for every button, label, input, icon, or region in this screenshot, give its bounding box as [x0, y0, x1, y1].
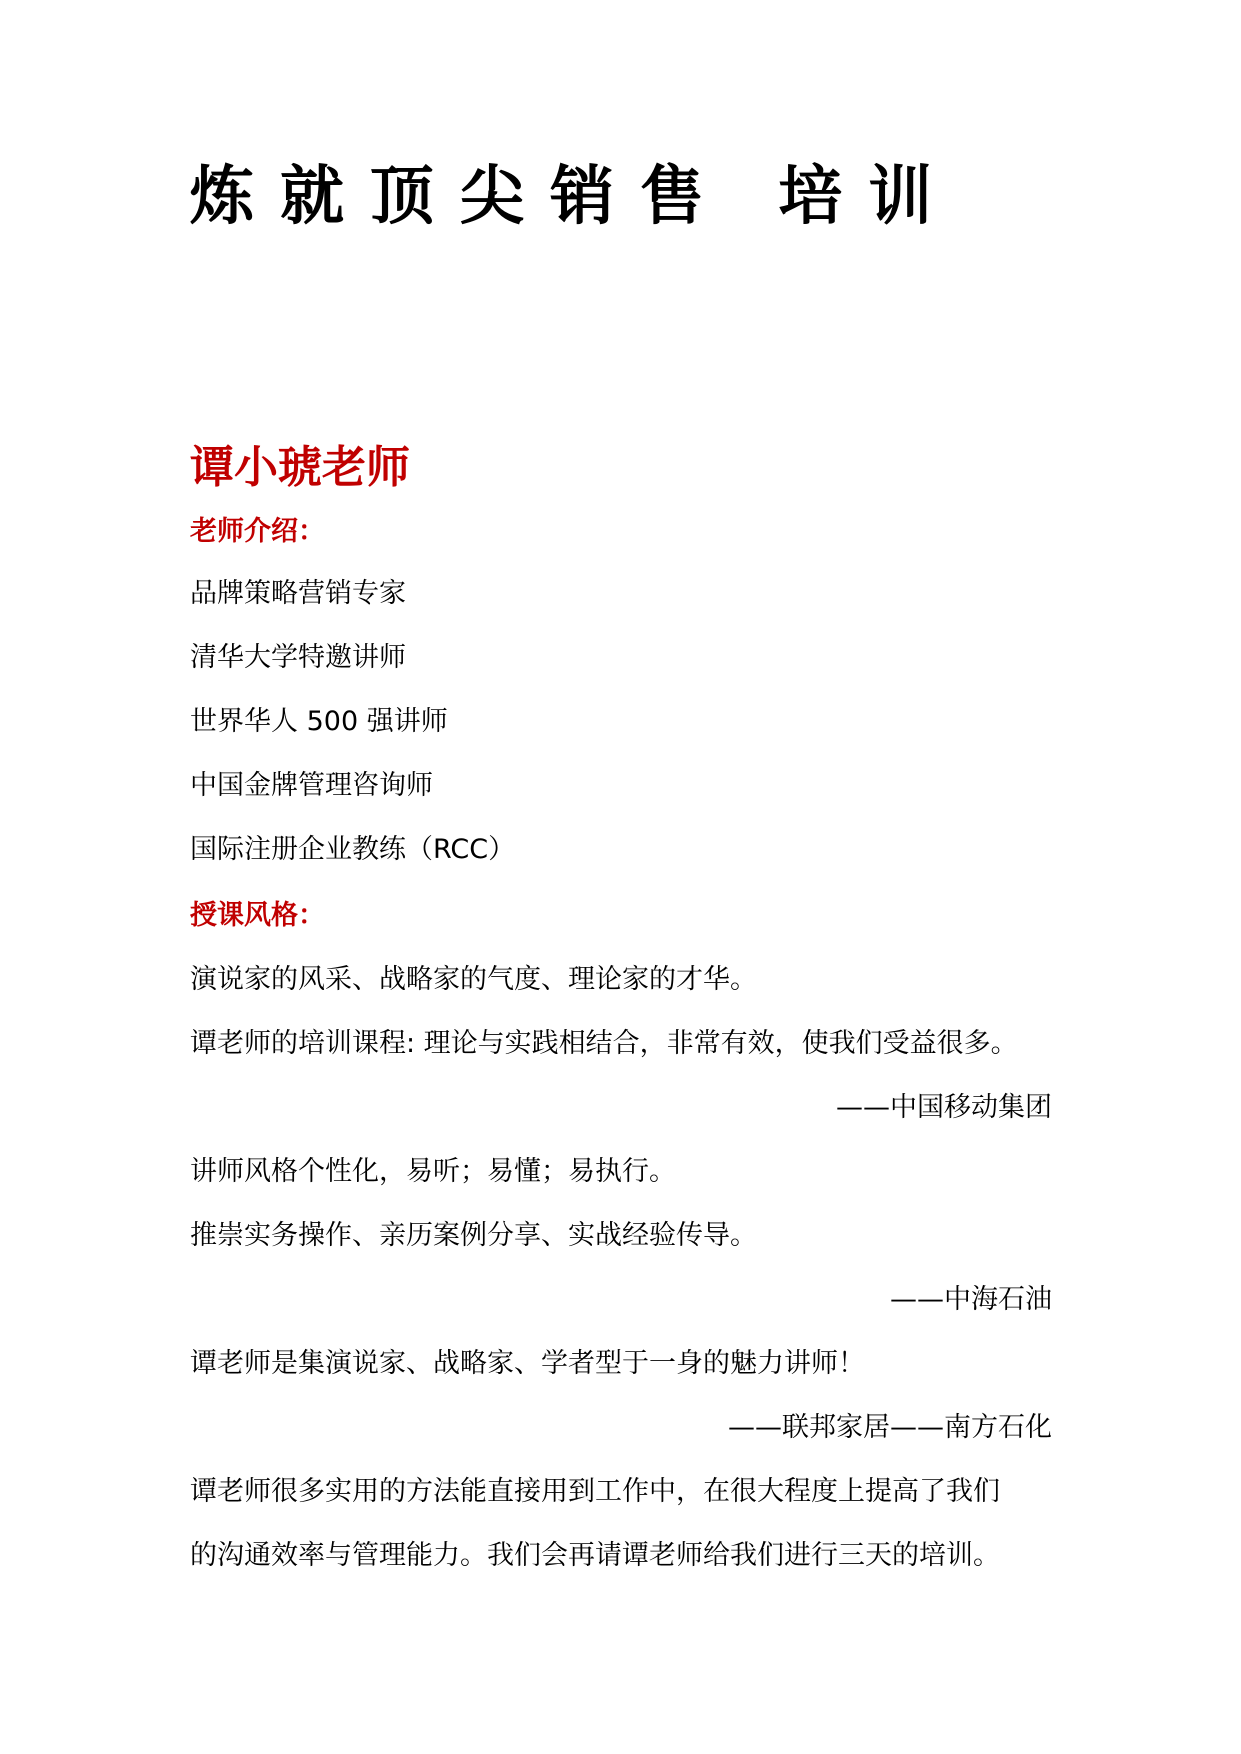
feedback-line: 谭老师很多实用的方法能直接用到工作中，在很大程度上提高了我们: [190, 1476, 1000, 1507]
intro-item: 中国金牌管理咨询师: [190, 770, 433, 801]
feedback-source: ——联邦家居——南方石化: [728, 1412, 1052, 1443]
intro-heading: 老师介绍：: [190, 516, 325, 547]
intro-item: 清华大学特邀讲师: [190, 642, 406, 673]
intro-item: 世界华人 500 强讲师: [190, 706, 448, 737]
document-title: 炼就顶尖销售 培训: [190, 159, 959, 234]
intro-item: 品牌策略营销专家: [190, 578, 406, 609]
style-heading: 授课风格：: [190, 900, 325, 931]
feedback-line: 推崇实务操作、亲历案例分享、实战经验传导。: [190, 1220, 757, 1251]
feedback-line: 谭老师的培训课程: 理论与实践相结合，非常有效，使我们受益很多。: [190, 1028, 1018, 1059]
style-line: 演说家的风采、战略家的气度、理论家的才华。: [190, 964, 757, 995]
feedback-line: 讲师风格个性化，易听；易懂；易执行。: [190, 1156, 676, 1187]
feedback-line: 的沟通效率与管理能力。我们会再请谭老师给我们进行三天的培训。: [190, 1540, 1000, 1571]
feedback-source: ——中国移动集团: [836, 1092, 1052, 1123]
document-page: [190, 0, 1052, 1754]
intro-item: 国际注册企业教练（RCC）: [190, 834, 516, 865]
feedback-line: 谭老师是集演说家、战略家、学者型于一身的魅力讲师！: [190, 1348, 865, 1379]
teacher-name: 谭小琥老师: [190, 442, 410, 493]
feedback-source: ——中海石油: [890, 1284, 1052, 1315]
